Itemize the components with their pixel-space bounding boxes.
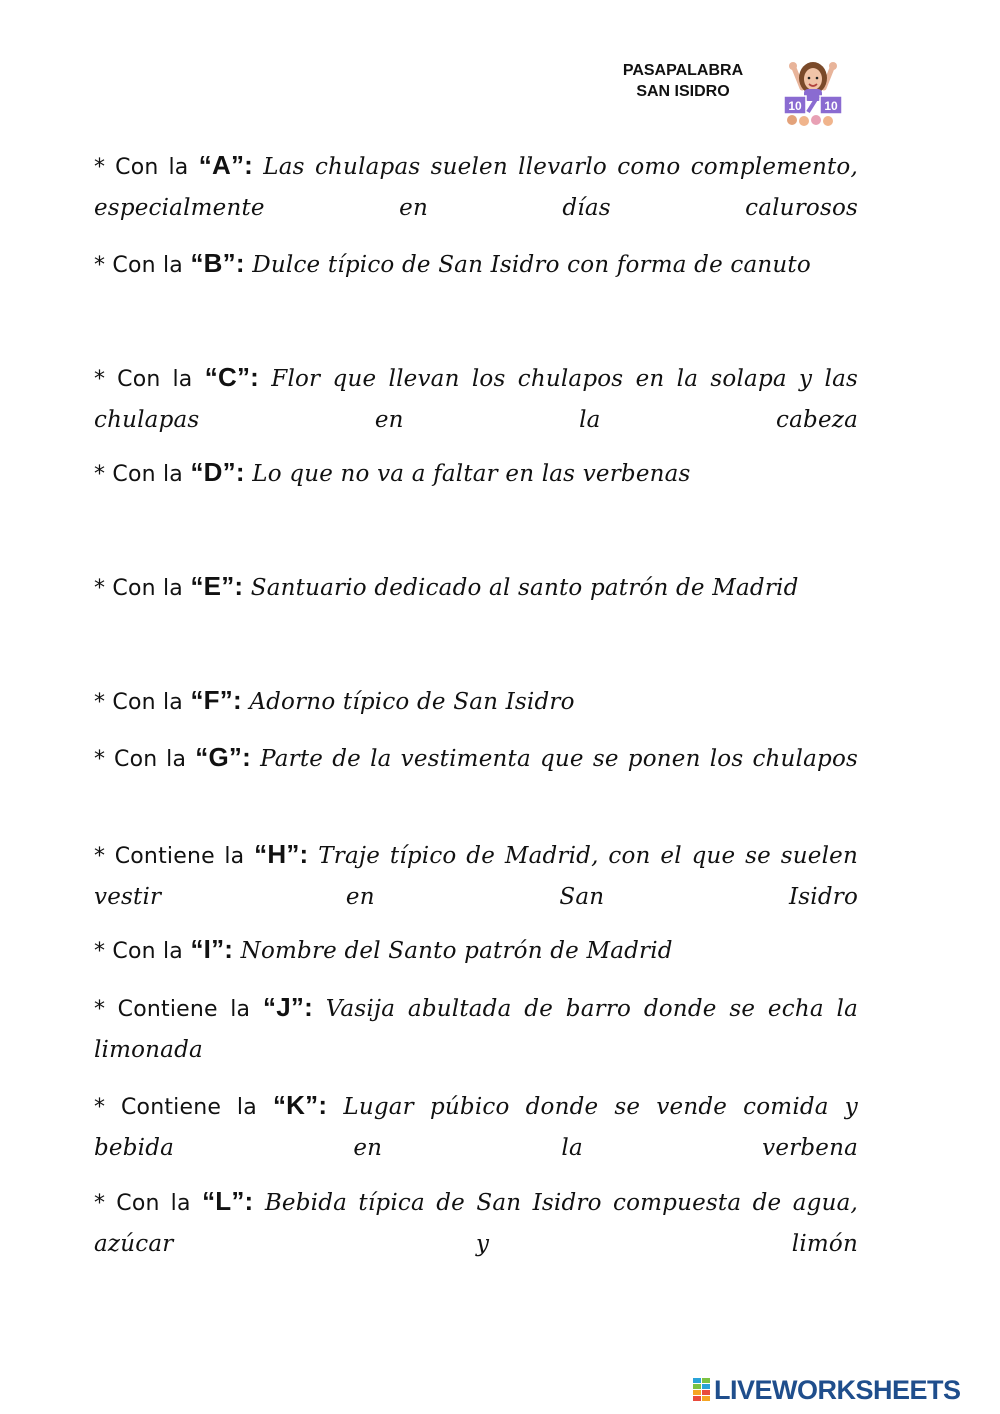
clue-g <box>94 737 858 780</box>
clue-e <box>94 566 858 609</box>
clue-prefix: * Con la <box>94 253 183 278</box>
clue-letter: “E”: <box>190 571 244 601</box>
clue-text: Vasija abultada de barro donde se echa la limonada <box>94 996 858 1063</box>
clue-prefix: * Con la <box>94 462 183 487</box>
clue-text: Parte de la vestimenta que se ponen los chulapos <box>260 746 858 772</box>
svg-text:10: 10 <box>824 99 838 113</box>
clue-letter: “L”: <box>202 1186 254 1216</box>
clue-letter: “F”: <box>190 685 242 715</box>
clue-l <box>94 1181 858 1264</box>
liveworksheets-logo <box>693 1374 961 1406</box>
clue-prefix: * Con la <box>94 155 189 180</box>
clue-letter: “I”: <box>190 934 234 964</box>
title-line-2: SAN ISIDRO <box>636 83 730 100</box>
clue-h <box>94 834 858 917</box>
clue-prefix: * Con la <box>94 1191 191 1216</box>
clue-d <box>94 452 858 495</box>
clue-letter: “G”: <box>195 742 251 772</box>
clue-j <box>94 987 858 1070</box>
clue-text: Bebida típica de San Isidro compuesta de agua, azúcar y limón <box>94 1190 859 1257</box>
clue-text: Santuario dedicado al santo patrón de Madrid <box>250 575 799 601</box>
clue-prefix: * Con la <box>94 939 183 964</box>
clue-i <box>94 929 858 972</box>
clue-prefix: * Contiene la <box>94 1095 257 1120</box>
clue-letter: “C”: <box>204 362 260 392</box>
clue-c <box>94 357 858 440</box>
clue-text: Lo que no va a faltar en las verbenas <box>252 461 691 487</box>
clue-prefix: * Contiene la <box>94 997 251 1022</box>
clue-letter: “A”: <box>198 150 254 180</box>
clue-f <box>94 680 858 723</box>
clue-letter: “D”: <box>190 457 245 487</box>
clue-a <box>94 145 858 228</box>
clue-text: Lugar púbico donde se vende comida y bebida en la verbena <box>94 1094 859 1161</box>
clue-text: Flor que llevan los chulapos en la solapa y las chulapas en la cabeza <box>94 366 858 433</box>
clue-text: Las chulapas suelen llevarlo como complemento, especialmente en días calurosos <box>94 154 858 221</box>
clue-letter: “H”: <box>254 839 309 869</box>
brand-name: LIVEWORKSHEETS <box>714 1374 961 1405</box>
clue-prefix: * Con la <box>94 576 183 601</box>
worksheet-title <box>598 60 768 102</box>
clue-text: Adorno típico de San Isidro <box>249 689 575 715</box>
liveworksheets-mark-icon <box>693 1378 711 1402</box>
clue-text: Nombre del Santo patrón de Madrid <box>240 938 673 964</box>
bitmoji-avatar-icon <box>780 58 846 126</box>
clue-text: Traje típico de Madrid, con el que se suelen vestir en San Isidro <box>94 843 858 910</box>
clue-prefix: * Con la <box>94 690 183 715</box>
clue-letter: “J”: <box>263 992 313 1022</box>
clue-k <box>94 1085 858 1168</box>
clue-prefix: * Con la <box>94 747 187 772</box>
clue-text: Dulce típico de San Isidro con forma de canuto <box>252 252 811 278</box>
clue-letter: “K”: <box>272 1090 328 1120</box>
clue-letter: “B”: <box>190 248 245 278</box>
title-line-1: PASAPALABRA <box>622 62 744 79</box>
clue-b <box>94 243 858 286</box>
svg-text:10: 10 <box>788 99 802 113</box>
clue-prefix: * Contiene la <box>94 844 245 869</box>
clue-prefix: * Con la <box>94 367 193 392</box>
